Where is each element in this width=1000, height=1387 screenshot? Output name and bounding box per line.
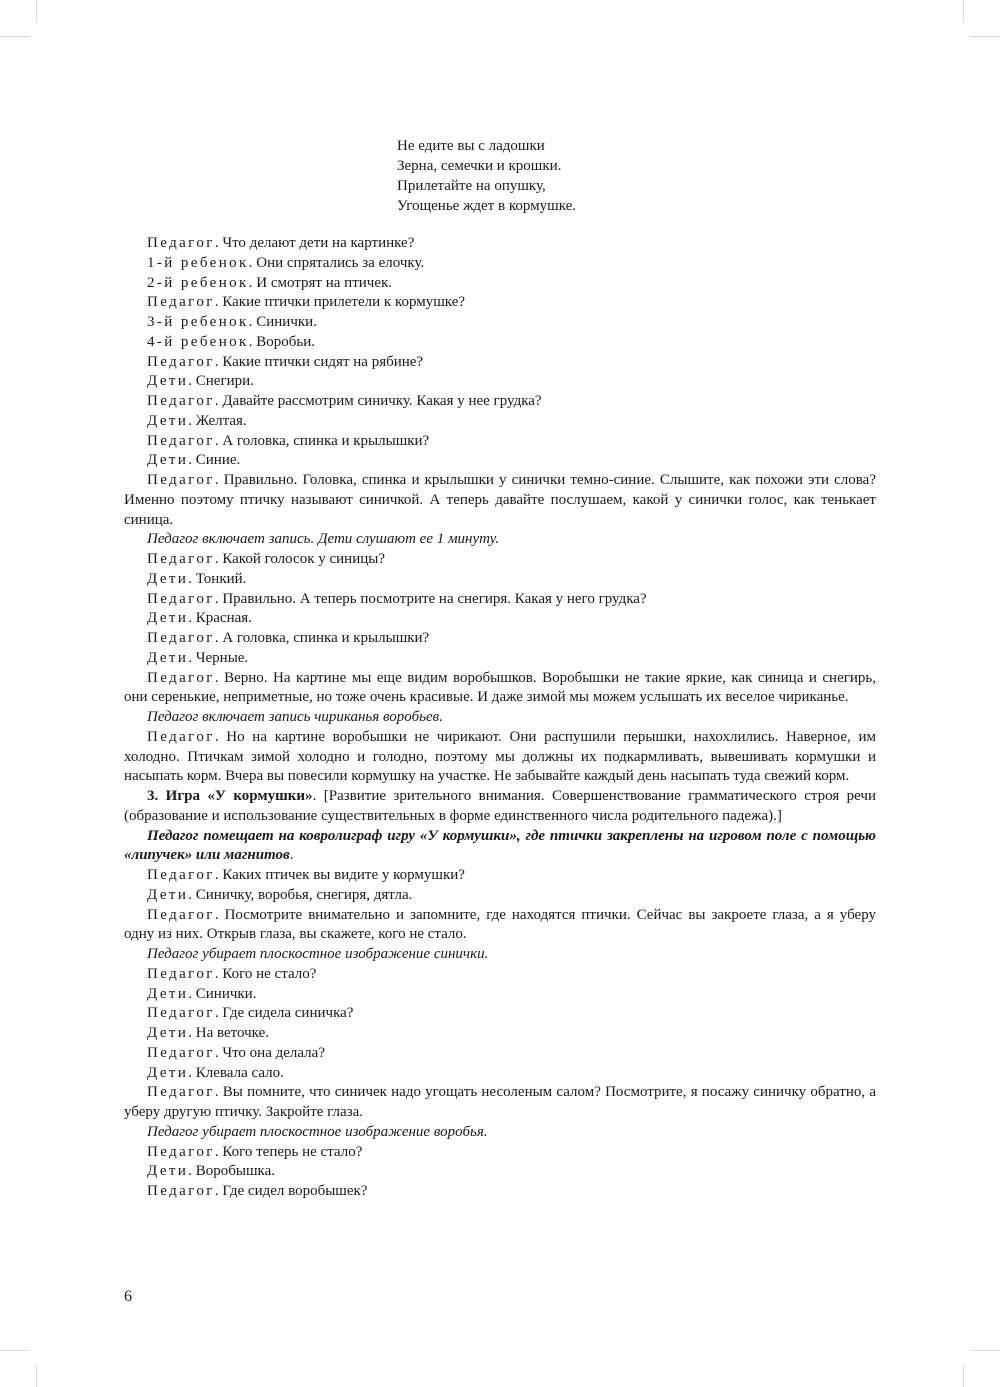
line-text: . Верно. На картине мы еще видим воробышков. Воробышки не такие яркие, как синица и снегирь, они серенькие, неприметные, но тоже очень красивые. И даже зимой мы можем услышать их веселое чириканье. [124, 669, 876, 706]
dialog-line [124, 906, 876, 946]
stage-direction [124, 708, 876, 728]
poem-line: Зерна, семечки и крошки. [397, 158, 562, 174]
heading-text: . [Развитие зрительного внимания. Совершенствование грамматического строя речи (образование и использование существительных в форме единственного числа родительного падежа).] [124, 788, 876, 824]
speaker: Педагог [147, 235, 215, 251]
stage-direction-text: Педагог включает запись чириканья воробьев. [147, 709, 443, 725]
dialog-line [124, 1004, 876, 1024]
line-text: . Они спрятались за елочку. [248, 254, 425, 271]
speaker: Дети [147, 1064, 189, 1081]
line-text: . Желтая. [188, 412, 247, 429]
line-text: . И смотрят на птичек. [248, 274, 393, 291]
line-text: . Воробышка. [188, 1163, 275, 1180]
line-text: . Где сидел воробышек? [214, 1183, 368, 1199]
speaker: Педагог [147, 1183, 215, 1199]
dialog-line [124, 866, 876, 886]
dialog-line [124, 234, 876, 254]
poem [397, 136, 576, 216]
speaker: Дети [147, 649, 189, 666]
line-text: . Посмотрите внимательно и запомните, где находятся птички. Сейчас вы закроете глаза, а я уберу одну из них. Открыв глаза, вы скажете, кого не стало. [124, 906, 876, 943]
line-text: . Какие птички сидят на рябине? [214, 353, 424, 370]
speaker: Педагог [147, 669, 215, 686]
crop-mark [970, 1350, 1000, 1351]
line-text: . Воробьи. [248, 333, 316, 350]
bold-direction-text: Педагог помещает на ковролиграф игру «У кормушки», где птички закреплены на игровом поле с помощью «липучек» или магнитов [124, 827, 876, 864]
dialog-line [124, 274, 876, 294]
line-text: . Давайте рассмотрим синичку. Какая у нее грудка? [214, 393, 542, 409]
dialog-line [124, 985, 876, 1005]
stage-direction [124, 945, 876, 965]
line-text: . Что она делала? [214, 1044, 325, 1061]
line-text: . Правильно. А теперь посмотрите на снегиря. Какая у него грудка? [214, 590, 647, 607]
dialog-line [124, 432, 876, 452]
crop-mark [36, 1365, 37, 1387]
dialog-line [124, 412, 876, 432]
speaker: Педагог [147, 294, 215, 311]
crop-mark [970, 36, 1000, 37]
dialog-line [124, 333, 876, 353]
speaker: Дети [147, 452, 189, 469]
dialog-line [124, 669, 876, 709]
dialog-line [124, 590, 876, 610]
crop-mark [0, 36, 30, 37]
section-heading [124, 787, 876, 827]
crop-mark [963, 1365, 964, 1387]
body-text [124, 234, 876, 1202]
line-text: . Какие птички прилетели к кормушке? [214, 294, 466, 311]
line-text: . Каких птичек вы видите у кормушки? [214, 867, 465, 883]
line-text: . Клевала сало. [188, 1064, 284, 1081]
line-text: . Кого теперь не стало? [214, 1143, 363, 1160]
poem-line: Не едите вы с ладошки [397, 138, 545, 154]
stage-direction [124, 530, 876, 550]
speaker: Дети [147, 1163, 189, 1180]
dialog-line [124, 728, 876, 787]
speaker: Дети [147, 412, 189, 429]
dialog-line [124, 1143, 876, 1163]
dialog-line [124, 313, 876, 333]
dialog-line [124, 570, 876, 590]
dialog-line [124, 550, 876, 570]
speaker: Педагог [147, 432, 215, 449]
line-text: . Вы помните, что синичек надо угощать несоленым салом? Посмотрите, я посажу синичку обратно, а уберу другую птичку. Закройте глаза. [124, 1084, 876, 1120]
speaker: Педагог [147, 590, 215, 607]
speaker: Педагог [147, 965, 215, 982]
speaker: 4-й ребенок [147, 333, 249, 350]
dialog-line [124, 254, 876, 274]
heading-title: 3. Игра «У кормушки» [147, 788, 313, 804]
dialog-line [124, 1182, 876, 1202]
speaker: Педагог [147, 1044, 215, 1061]
dialog-line [124, 353, 876, 373]
line-text: . Синие. [188, 452, 241, 469]
speaker: Дети [147, 1025, 189, 1041]
dialog-line [124, 629, 876, 649]
speaker: Педагог [147, 1143, 215, 1160]
crop-mark [36, 0, 37, 22]
speaker: Педагог [147, 353, 215, 370]
dialog-line [124, 392, 876, 412]
dialog-line [124, 965, 876, 985]
speaker: Дети [147, 570, 189, 587]
dialog-line [124, 471, 876, 530]
dialog-line [124, 451, 876, 471]
speaker: Педагог [147, 728, 215, 745]
speaker: Педагог [147, 1005, 215, 1022]
line-text: . Правильно. Головка, спинка и крылышки у синички темно-синие. Слышите, как похожи эти слова? Именно поэтому птичку называют синичкой. А теперь давайте послушаем, какой у синички голос, как тенькает синица. [124, 472, 876, 528]
line-text: . Синичку, воробья, снегиря, дятла. [188, 886, 413, 903]
speaker: Дети [147, 886, 189, 903]
line-text: . На веточке. [188, 1025, 269, 1041]
punctuation: . [289, 847, 294, 864]
speaker: Педагог [147, 906, 215, 923]
crop-mark [0, 1350, 30, 1351]
dialog-line [124, 1162, 876, 1182]
dialog-line [124, 886, 876, 906]
line-text: . Какой голосок у синицы? [214, 551, 385, 567]
speaker: Педагог [147, 393, 215, 409]
stage-direction [124, 827, 876, 867]
dialog-line [124, 1083, 876, 1123]
speaker: Дети [147, 373, 189, 390]
dialog-line [124, 649, 876, 669]
line-text: . Но на картине воробышки не чирикают. Они распушили перышки, нахохлились. Наверное, им холодно. Птичкам зимой холодно и голодно, поэтому мы должны их подкармливать, вывешивать кормушки и насыпать корм. Вчера вы повесили кормушку на участке. Не забывайте каждый день насыпать туда свежий корм. [124, 728, 876, 785]
line-text: . Синички. [248, 314, 317, 330]
speaker: Педагог [147, 630, 215, 646]
stage-direction-text: Педагог включает запись. Дети слушают ее 1 минуту. [147, 531, 500, 548]
dialog-line [124, 293, 876, 313]
speaker: 1-й ребенок [147, 254, 249, 271]
crop-mark [963, 0, 964, 22]
line-text: . Где сидела синичка? [214, 1005, 354, 1022]
speaker: Педагог [147, 472, 215, 488]
dialog-line [124, 1064, 876, 1084]
speaker: Дети [147, 985, 189, 1002]
poem-line: Прилетайте на опушку, [397, 178, 546, 194]
line-text: . Что делают дети на картинке? [214, 235, 415, 251]
stage-direction-text: Педагог убирает плоскостное изображение синички. [147, 946, 489, 962]
line-text: . Снегири. [188, 373, 254, 390]
line-text: . А головка, спинка и крылышки? [214, 630, 430, 646]
line-text: . Кого не стало? [214, 965, 317, 982]
speaker: 3-й ребенок [147, 314, 249, 330]
speaker: Педагог [147, 1084, 215, 1101]
dialog-line [124, 372, 876, 392]
stage-direction-text: Педагог убирает плоскостное изображение воробья. [147, 1123, 488, 1140]
dialog-line [124, 1024, 876, 1044]
speaker: Педагог [147, 551, 215, 567]
line-text: . Тонкий. [188, 570, 247, 587]
stage-direction [124, 1123, 876, 1143]
line-text: . Черные. [188, 649, 249, 666]
line-text: . Синички. [188, 985, 257, 1002]
line-text: . Красная. [188, 610, 252, 627]
page-number: 6 [124, 1288, 132, 1305]
line-text: . А головка, спинка и крылышки? [214, 432, 430, 449]
speaker: Педагог [147, 867, 215, 883]
dialog-line [124, 609, 876, 629]
poem-line: Угощенье ждет в кормушке. [397, 198, 577, 214]
speaker: 2-й ребенок [147, 274, 249, 291]
speaker: Дети [147, 610, 189, 627]
dialog-line [124, 1044, 876, 1064]
